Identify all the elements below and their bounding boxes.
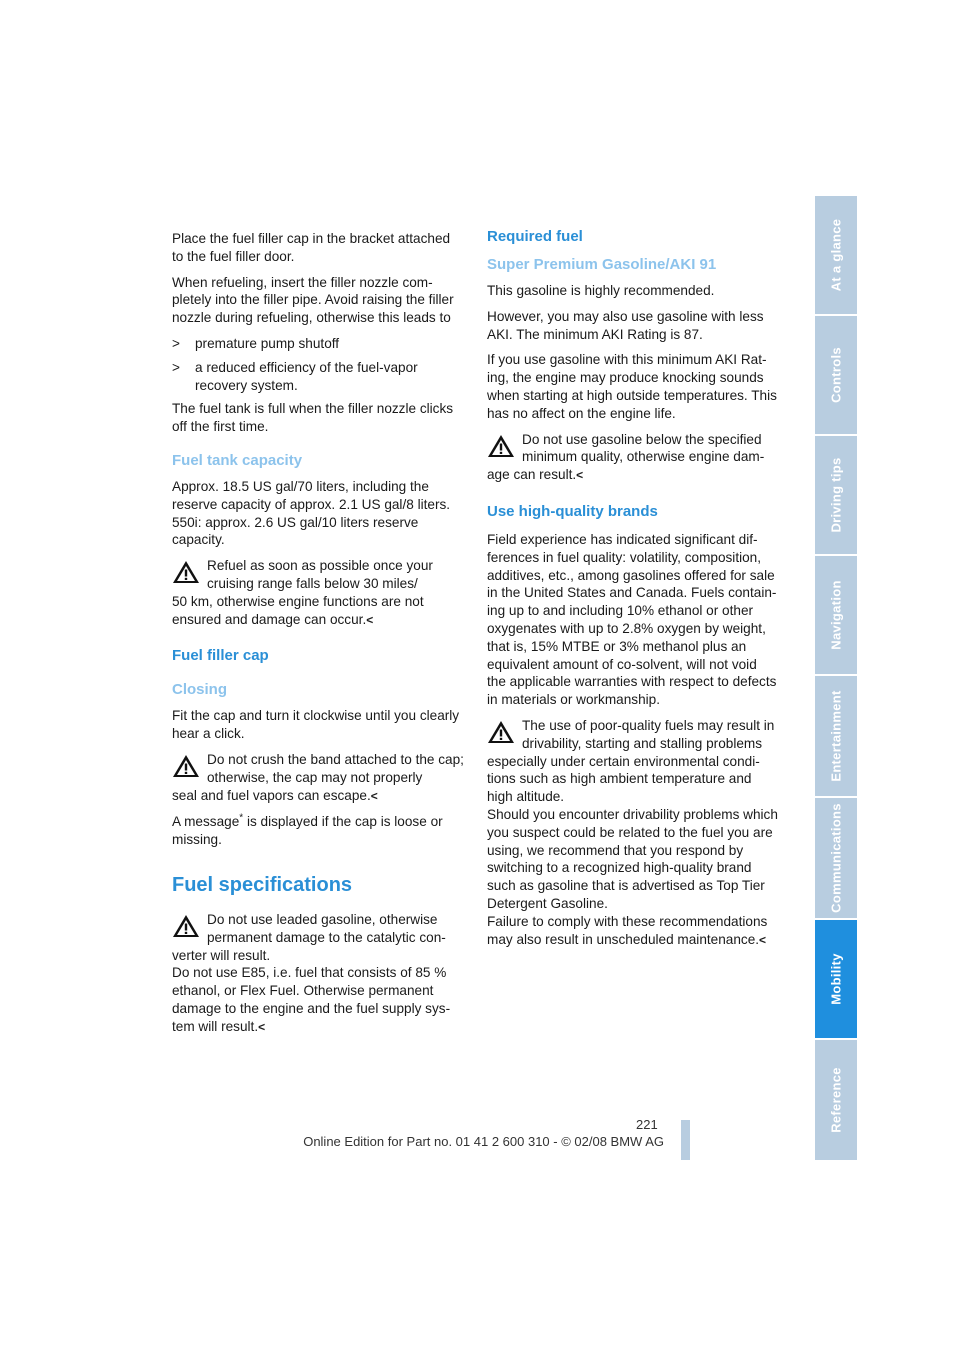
- end-mark: <: [759, 932, 767, 947]
- list-item-text: a reduced efficiency of the fuel-vapor recovery system.: [195, 359, 418, 393]
- warning-icon: [172, 560, 200, 584]
- paragraph: Fit the cap and turn it clockwise until you clearly hear a click.: [172, 708, 460, 742]
- list-item-text: premature pump shutoff: [195, 335, 340, 351]
- warning-text: seal and fuel vapors can escape.: [172, 787, 371, 803]
- chapter-tabs: [815, 196, 857, 1160]
- paragraph: The fuel tank is full when the filler nozzle clicks off the first time.: [172, 401, 454, 435]
- tab-label: Entertainment: [828, 690, 844, 782]
- left-column: [172, 230, 464, 1045]
- paragraph: If you use gasoline with this minimum AKI Rat-ing, the engine may produce knocking sounds when starting at high outside temperatures. This has no affect on the engine life.: [487, 352, 777, 421]
- warning-note: [487, 431, 779, 485]
- warning-text: Refuel as soon as possible once your cruising range falls below 30 miles/: [207, 558, 433, 591]
- tab-entertainment[interactable]: [815, 676, 857, 796]
- tab-communications[interactable]: [815, 798, 857, 918]
- tab-mobility[interactable]: [815, 920, 857, 1038]
- paragraph: [172, 813, 464, 849]
- paragraph: Approx. 18.5 US gal/70 liters, including the reserve capacity of approx. 2.1 US gal/8 liters. 550i: approx. 2.6 US gal/10 liters reserve capacity.: [172, 478, 451, 548]
- warning-icon: [172, 914, 200, 938]
- warning-note: [172, 751, 464, 805]
- warning-icon: [487, 434, 515, 458]
- warning-text: The use of poor-quality fuels may result in drivability, starting and stalling problems: [522, 717, 775, 751]
- warning-text: Do not use E85, i.e. fuel that consists of 85 % ethanol, or Flex Fuel. Otherwise permanent damage to the engine and the fuel supply sys-tem will result.: [172, 965, 451, 1034]
- warning-icon: [172, 754, 200, 778]
- warning-note: [172, 557, 464, 629]
- tab-driving-tips[interactable]: [815, 436, 857, 554]
- section-heading-required-fuel: Required fuel: [487, 228, 583, 245]
- warning-text: Do not crush the band attached to the cap; otherwise, the cap may not properly: [207, 751, 464, 785]
- warning-text: Do not use gasoline below the specified minimum quality, otherwise engine dam-: [522, 431, 765, 465]
- section-heading-closing: Closing: [172, 681, 227, 699]
- bullet-mark: >: [172, 335, 180, 351]
- warning-note: [487, 717, 779, 949]
- warning-text: age can result.: [487, 467, 577, 483]
- right-column: [487, 228, 779, 957]
- warning-text: verter will result.: [172, 947, 271, 963]
- tab-label: Controls: [828, 347, 844, 403]
- message-text: is displayed if the cap is loose or missing.: [172, 814, 443, 848]
- message-text: A message: [172, 814, 240, 830]
- warning-icon: [487, 720, 515, 744]
- bullet-mark: >: [172, 359, 180, 375]
- section-heading-super-premium: Super Premium Gasoline/AKI 91: [487, 256, 717, 273]
- section-heading-brands: Use high-quality brands: [487, 502, 658, 520]
- tab-navigation[interactable]: [815, 556, 857, 674]
- section-heading-capacity: Fuel tank capacity: [172, 451, 303, 469]
- list-item: [172, 359, 464, 395]
- paragraph: Field experience has indicated significant dif-ferences in fuel quality: volatility, composition, additives, etc., among gasolines offered for sale in the United States and Canada. Fuels contain-ing up to and including 10% ethanol or other oxygenates with up to 2.8% oxygen by weight, that is, 15% MTBE or 3% methanol plus an equivalent amount of co-solvent, will not void the applicable warranties with respect to defects in materials or workmanship.: [487, 531, 777, 708]
- tab-label: Communications: [828, 803, 844, 913]
- tab-label: Driving tips: [828, 457, 844, 533]
- paragraph: Place the fuel filler cap in the bracket attached to the fuel filler door.: [172, 231, 451, 264]
- end-mark: <: [576, 468, 584, 483]
- tab-label: Mobility: [828, 953, 844, 1005]
- footer-text: Online Edition for Part no. 01 41 2 600 310 - © 02/08 BMW AG: [303, 1134, 664, 1149]
- tab-controls[interactable]: [815, 316, 857, 434]
- paragraph: This gasoline is highly recommended.: [487, 283, 715, 298]
- warning-note: [172, 911, 464, 1037]
- tab-reference[interactable]: [815, 1040, 857, 1160]
- warning-text: Failure to comply with these recommendations may also result in unscheduled maintenance.: [487, 913, 768, 947]
- tab-label: At a glance: [828, 218, 844, 292]
- tab-label: Reference: [828, 1067, 844, 1133]
- tab-at-a-glance[interactable]: [815, 196, 857, 314]
- end-mark: <: [366, 612, 374, 627]
- warning-text: Do not use leaded gasoline, otherwise permanent damage to the catalytic con-: [207, 911, 446, 945]
- section-heading-filler-cap: Fuel filler cap: [172, 647, 269, 665]
- warning-text: 50 km, otherwise engine functions are not ensured and damage can occur.: [172, 593, 424, 627]
- tab-label: Navigation: [828, 580, 844, 650]
- end-mark: <: [370, 788, 378, 803]
- warning-text: Should you encounter drivability problems which you suspect could be related to the fuel you are using, we recommend that you respond by switching to a recognized high-quality brand such as gasoline that is advertised as Top Tier Detergent Gasoline.: [487, 806, 778, 911]
- section-heading-specifications: Fuel specifications: [172, 873, 353, 896]
- paragraph: However, you may also use gasoline with less AKI. The minimum AKI Rating is 87.: [487, 308, 764, 342]
- page-marker: [681, 1120, 690, 1160]
- warning-text: especially under certain environmental condi-tions such as high ambient temperature and high altitude.: [487, 753, 760, 805]
- footnote-star: *: [239, 812, 244, 824]
- paragraph: When refueling, insert the filler nozzle com-pletely into the filler pipe. Avoid raising the filler nozzle during refueling, otherwise this leads to: [172, 274, 454, 326]
- list-item: [172, 335, 464, 353]
- end-mark: <: [258, 1019, 266, 1034]
- page-number: 221: [636, 1117, 658, 1132]
